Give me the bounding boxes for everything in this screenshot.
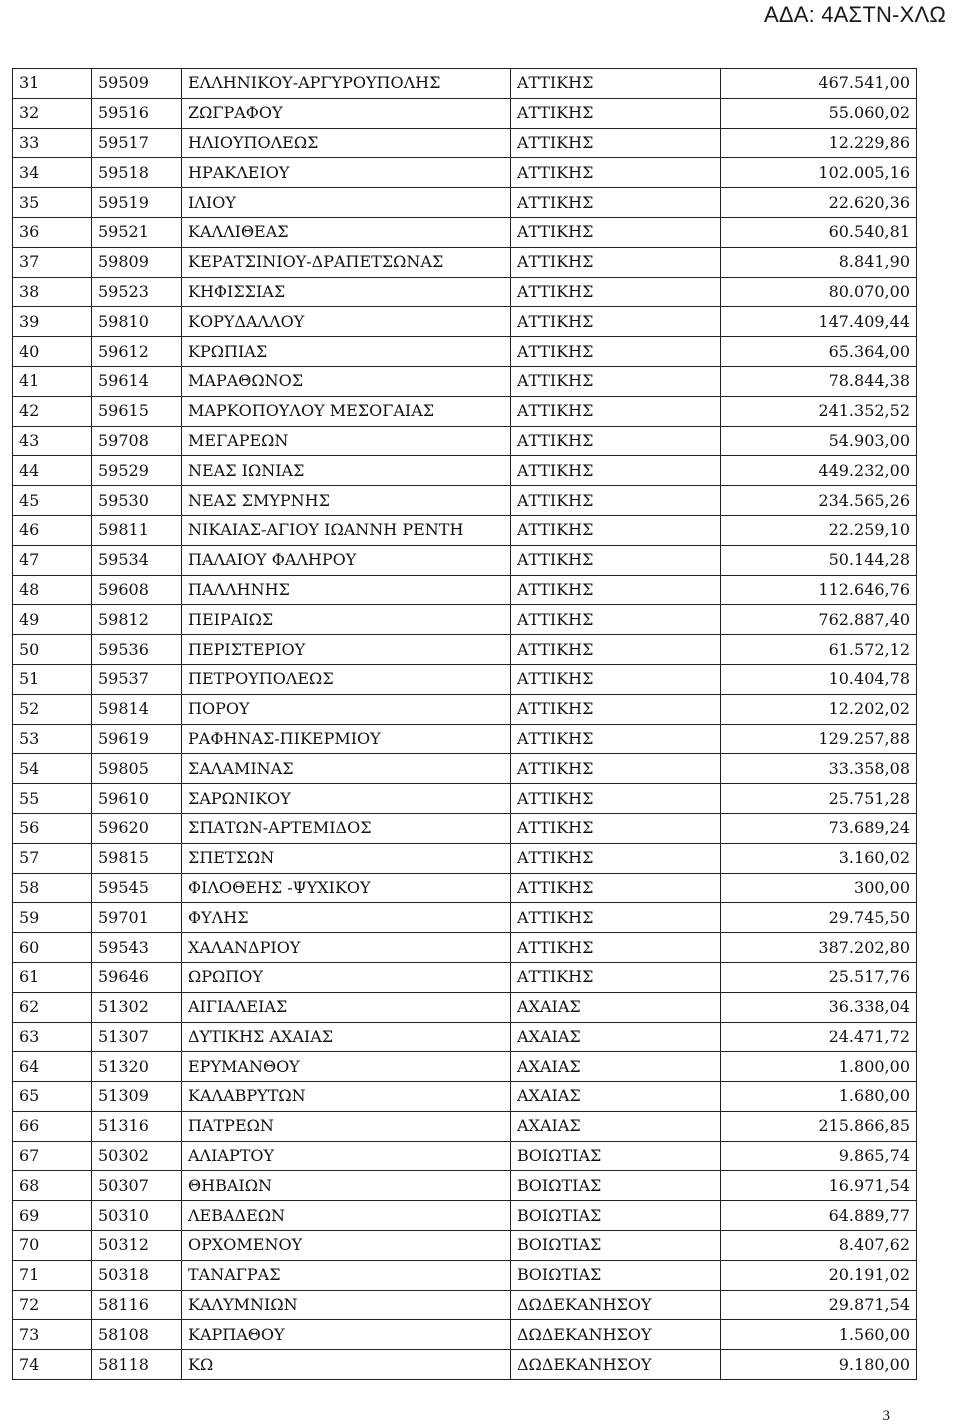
prefecture-name-cell: ΑΤΤΙΚΗΣ: [511, 515, 721, 545]
allocated-amount-cell: 22.259,10: [721, 515, 917, 545]
municipality-code-cell: 59537: [92, 664, 182, 694]
municipality-code-cell: 59517: [92, 128, 182, 158]
municipality-code-cell: 59530: [92, 486, 182, 516]
row-index-cell: 67: [13, 1141, 92, 1171]
municipality-name-cell: ΧΑΛΑΝΔΡΙΟΥ: [182, 933, 511, 963]
municipality-name-cell: ΦΥΛΗΣ: [182, 903, 511, 933]
municipality-code-cell: 59519: [92, 188, 182, 218]
prefecture-name-cell: ΑΤΤΙΚΗΣ: [511, 813, 721, 843]
prefecture-name-cell: ΒΟΙΩΤΙΑΣ: [511, 1231, 721, 1261]
row-index-cell: 70: [13, 1231, 92, 1261]
allocated-amount-cell: 33.358,08: [721, 754, 917, 784]
municipality-code-cell: 58108: [92, 1320, 182, 1350]
municipality-code-cell: 50312: [92, 1231, 182, 1261]
municipality-code-cell: 59516: [92, 98, 182, 128]
allocated-amount-cell: 234.565,26: [721, 486, 917, 516]
prefecture-name-cell: ΑΤΤΙΚΗΣ: [511, 158, 721, 188]
table-row: [13, 188, 917, 218]
municipality-name-cell: ΚΑΛΑΒΡΥΤΩΝ: [182, 1082, 511, 1112]
municipality-code-cell: 59815: [92, 843, 182, 873]
municipality-name-cell: ΠΟΡΟΥ: [182, 694, 511, 724]
prefecture-name-cell: ΑΤΤΙΚΗΣ: [511, 694, 721, 724]
table-row: [13, 486, 917, 516]
municipality-code-cell: 50307: [92, 1171, 182, 1201]
allocated-amount-cell: 10.404,78: [721, 664, 917, 694]
municipality-name-cell: ΜΑΡΑΘΩΝΟΣ: [182, 366, 511, 396]
table-row: [13, 1231, 917, 1261]
row-index-cell: 42: [13, 396, 92, 426]
allocated-amount-cell: 8.407,62: [721, 1231, 917, 1261]
allocated-amount-cell: 387.202,80: [721, 933, 917, 963]
prefecture-name-cell: ΑΤΤΙΚΗΣ: [511, 337, 721, 367]
municipality-code-cell: 59811: [92, 515, 182, 545]
prefecture-name-cell: ΒΟΙΩΤΙΑΣ: [511, 1171, 721, 1201]
municipality-code-cell: 59612: [92, 337, 182, 367]
table-row: [13, 813, 917, 843]
municipality-name-cell: ΜΑΡΚΟΠΟΥΛΟΥ ΜΕΣΟΓΑΙΑΣ: [182, 396, 511, 426]
municipality-code-cell: 59523: [92, 277, 182, 307]
row-index-cell: 41: [13, 366, 92, 396]
prefecture-name-cell: ΑΤΤΙΚΗΣ: [511, 396, 721, 426]
municipality-name-cell: ΑΛΙΑΡΤΟΥ: [182, 1141, 511, 1171]
municipality-name-cell: ΚΡΩΠΙΑΣ: [182, 337, 511, 367]
prefecture-name-cell: ΑΧΑΙΑΣ: [511, 1052, 721, 1082]
prefecture-name-cell: ΑΧΑΙΑΣ: [511, 1111, 721, 1141]
municipality-name-cell: ΣΑΛΑΜΙΝΑΣ: [182, 754, 511, 784]
municipality-code-cell: 59814: [92, 694, 182, 724]
table-row: [13, 277, 917, 307]
table-row: [13, 724, 917, 754]
table-row: [13, 1290, 917, 1320]
table-row: [13, 69, 917, 99]
municipality-name-cell: ΠΑΤΡΕΩΝ: [182, 1111, 511, 1141]
municipality-name-cell: ΠΑΛΛΗΝΗΣ: [182, 575, 511, 605]
prefecture-name-cell: ΑΤΤΙΚΗΣ: [511, 486, 721, 516]
allocated-amount-cell: 64.889,77: [721, 1201, 917, 1231]
allocated-amount-cell: 467.541,00: [721, 69, 917, 99]
row-index-cell: 56: [13, 813, 92, 843]
table-row: [13, 962, 917, 992]
prefecture-name-cell: ΑΤΤΙΚΗΣ: [511, 307, 721, 337]
prefecture-name-cell: ΑΤΤΙΚΗΣ: [511, 605, 721, 635]
row-index-cell: 66: [13, 1111, 92, 1141]
allocated-amount-cell: 55.060,02: [721, 98, 917, 128]
row-index-cell: 68: [13, 1171, 92, 1201]
municipality-name-cell: ΚΕΡΑΤΣΙΝΙΟΥ-ΔΡΑΠΕΤΣΩΝΑΣ: [182, 247, 511, 277]
row-index-cell: 51: [13, 664, 92, 694]
municipality-code-cell: 51302: [92, 992, 182, 1022]
prefecture-name-cell: ΑΤΤΙΚΗΣ: [511, 784, 721, 814]
table-row: [13, 396, 917, 426]
prefecture-name-cell: ΑΤΤΙΚΗΣ: [511, 903, 721, 933]
prefecture-name-cell: ΑΤΤΙΚΗΣ: [511, 98, 721, 128]
prefecture-name-cell: ΑΤΤΙΚΗΣ: [511, 277, 721, 307]
allocated-amount-cell: 60.540,81: [721, 217, 917, 247]
row-index-cell: 62: [13, 992, 92, 1022]
row-index-cell: 37: [13, 247, 92, 277]
municipality-name-cell: ΖΩΓΡΑΦΟΥ: [182, 98, 511, 128]
row-index-cell: 57: [13, 843, 92, 873]
allocated-amount-cell: 9.180,00: [721, 1350, 917, 1380]
row-index-cell: 34: [13, 158, 92, 188]
prefecture-name-cell: ΑΤΤΙΚΗΣ: [511, 933, 721, 963]
table-row: [13, 217, 917, 247]
prefecture-name-cell: ΑΤΤΙΚΗΣ: [511, 843, 721, 873]
table-row: [13, 605, 917, 635]
allocated-amount-cell: 112.646,76: [721, 575, 917, 605]
allocated-amount-cell: 8.841,90: [721, 247, 917, 277]
row-index-cell: 50: [13, 635, 92, 665]
allocated-amount-cell: 102.005,16: [721, 158, 917, 188]
row-index-cell: 33: [13, 128, 92, 158]
row-index-cell: 69: [13, 1201, 92, 1231]
table-row: [13, 754, 917, 784]
table-row: [13, 992, 917, 1022]
municipality-code-cell: 59646: [92, 962, 182, 992]
table-row: [13, 1111, 917, 1141]
table-row: [13, 903, 917, 933]
table-row: [13, 1141, 917, 1171]
municipality-code-cell: 59534: [92, 545, 182, 575]
allocated-amount-cell: 241.352,52: [721, 396, 917, 426]
prefecture-name-cell: ΒΟΙΩΤΙΑΣ: [511, 1201, 721, 1231]
row-index-cell: 36: [13, 217, 92, 247]
municipality-code-cell: 59620: [92, 813, 182, 843]
allocated-amount-cell: 61.572,12: [721, 635, 917, 665]
prefecture-name-cell: ΑΤΤΙΚΗΣ: [511, 128, 721, 158]
row-index-cell: 61: [13, 962, 92, 992]
prefecture-name-cell: ΑΧΑΙΑΣ: [511, 992, 721, 1022]
municipality-name-cell: ΛΕΒΑΔΕΩΝ: [182, 1201, 511, 1231]
row-index-cell: 73: [13, 1320, 92, 1350]
table-row: [13, 366, 917, 396]
allocated-amount-cell: 78.844,38: [721, 366, 917, 396]
municipality-code-cell: 59543: [92, 933, 182, 963]
table-row: [13, 664, 917, 694]
municipality-code-cell: 59701: [92, 903, 182, 933]
prefecture-name-cell: ΑΤΤΙΚΗΣ: [511, 873, 721, 903]
allocated-amount-cell: 24.471,72: [721, 1022, 917, 1052]
municipality-name-cell: ΠΑΛΑΙΟΥ ΦΑΛΗΡΟΥ: [182, 545, 511, 575]
row-index-cell: 39: [13, 307, 92, 337]
municipality-code-cell: 50310: [92, 1201, 182, 1231]
municipality-name-cell: ΣΠΑΤΩΝ-ΑΡΤΕΜΙΔΟΣ: [182, 813, 511, 843]
table-row: [13, 307, 917, 337]
municipality-code-cell: 59805: [92, 754, 182, 784]
prefecture-name-cell: ΑΤΤΙΚΗΣ: [511, 188, 721, 218]
prefecture-name-cell: ΑΤΤΙΚΗΣ: [511, 724, 721, 754]
page-number: 3: [882, 1408, 890, 1424]
table-row: [13, 635, 917, 665]
municipality-code-cell: 59529: [92, 456, 182, 486]
municipality-code-cell: 59509: [92, 69, 182, 99]
prefecture-name-cell: ΑΤΤΙΚΗΣ: [511, 217, 721, 247]
table-row: [13, 426, 917, 456]
row-index-cell: 40: [13, 337, 92, 367]
prefecture-name-cell: ΔΩΔΕΚΑΝΗΣΟΥ: [511, 1320, 721, 1350]
municipality-code-cell: 59614: [92, 366, 182, 396]
table-row: [13, 515, 917, 545]
allocated-amount-cell: 65.364,00: [721, 337, 917, 367]
municipality-code-cell: 59810: [92, 307, 182, 337]
municipality-name-cell: ΙΛΙΟΥ: [182, 188, 511, 218]
table-row: [13, 1320, 917, 1350]
row-index-cell: 65: [13, 1082, 92, 1112]
municipality-name-cell: ΚΑΛΥΜΝΙΩΝ: [182, 1290, 511, 1320]
table-row: [13, 456, 917, 486]
ada-code-header: ΑΔΑ: 4ΑΣΤΝ-ΧΛΩ: [763, 2, 946, 27]
municipality-code-cell: 59812: [92, 605, 182, 635]
municipality-name-cell: ΕΛΛΗΝΙΚΟΥ-ΑΡΓΥΡΟΥΠΟΛΗΣ: [182, 69, 511, 99]
allocated-amount-cell: 12.202,02: [721, 694, 917, 724]
prefecture-name-cell: ΒΟΙΩΤΙΑΣ: [511, 1141, 721, 1171]
table-row: [13, 128, 917, 158]
municipality-name-cell: ΠΕΙΡΑΙΩΣ: [182, 605, 511, 635]
municipality-name-cell: ΡΑΦΗΝΑΣ-ΠΙΚΕΡΜΙΟΥ: [182, 724, 511, 754]
municipality-name-cell: ΤΑΝΑΓΡΑΣ: [182, 1260, 511, 1290]
row-index-cell: 54: [13, 754, 92, 784]
row-index-cell: 31: [13, 69, 92, 99]
allocated-amount-cell: 50.144,28: [721, 545, 917, 575]
table-row: [13, 337, 917, 367]
prefecture-name-cell: ΒΟΙΩΤΙΑΣ: [511, 1260, 721, 1290]
municipality-name-cell: ΝΙΚΑΙΑΣ-ΑΓΙΟΥ ΙΩΑΝΝΗ ΡΕΝΤΗ: [182, 515, 511, 545]
municipality-code-cell: 59809: [92, 247, 182, 277]
prefecture-name-cell: ΑΤΤΙΚΗΣ: [511, 635, 721, 665]
row-index-cell: 55: [13, 784, 92, 814]
row-index-cell: 74: [13, 1350, 92, 1380]
row-index-cell: 60: [13, 933, 92, 963]
allocated-amount-cell: 147.409,44: [721, 307, 917, 337]
table-row: [13, 1201, 917, 1231]
municipality-name-cell: ΣΑΡΩΝΙΚΟΥ: [182, 784, 511, 814]
allocated-amount-cell: 129.257,88: [721, 724, 917, 754]
row-index-cell: 72: [13, 1290, 92, 1320]
municipality-name-cell: ΚΟΡΥΔΑΛΛΟΥ: [182, 307, 511, 337]
table-row: [13, 694, 917, 724]
allocated-amount-cell: 3.160,02: [721, 843, 917, 873]
table-row: [13, 784, 917, 814]
allocation-table-container: [12, 68, 916, 1380]
municipality-name-cell: ΦΙΛΟΘΕΗΣ -ΨΥΧΙΚΟΥ: [182, 873, 511, 903]
municipality-code-cell: 59518: [92, 158, 182, 188]
municipality-code-cell: 59536: [92, 635, 182, 665]
table-row: [13, 158, 917, 188]
municipality-name-cell: ΣΠΕΤΣΩΝ: [182, 843, 511, 873]
prefecture-name-cell: ΑΧΑΙΑΣ: [511, 1022, 721, 1052]
row-index-cell: 59: [13, 903, 92, 933]
table-row: [13, 98, 917, 128]
municipality-code-cell: 51320: [92, 1052, 182, 1082]
row-index-cell: 47: [13, 545, 92, 575]
table-row: [13, 575, 917, 605]
row-index-cell: 63: [13, 1022, 92, 1052]
prefecture-name-cell: ΑΤΤΙΚΗΣ: [511, 664, 721, 694]
allocated-amount-cell: 300,00: [721, 873, 917, 903]
municipality-code-cell: 59521: [92, 217, 182, 247]
allocated-amount-cell: 1.680,00: [721, 1082, 917, 1112]
table-row: [13, 1022, 917, 1052]
prefecture-name-cell: ΑΤΤΙΚΗΣ: [511, 545, 721, 575]
municipality-name-cell: ΟΡΧΟΜΕΝΟΥ: [182, 1231, 511, 1261]
prefecture-name-cell: ΑΤΤΙΚΗΣ: [511, 456, 721, 486]
table-row: [13, 545, 917, 575]
municipality-name-cell: ΚΑΡΠΑΘΟΥ: [182, 1320, 511, 1350]
table-row: [13, 247, 917, 277]
allocated-amount-cell: 1.560,00: [721, 1320, 917, 1350]
allocated-amount-cell: 80.070,00: [721, 277, 917, 307]
row-index-cell: 64: [13, 1052, 92, 1082]
row-index-cell: 52: [13, 694, 92, 724]
row-index-cell: 58: [13, 873, 92, 903]
prefecture-name-cell: ΑΤΤΙΚΗΣ: [511, 366, 721, 396]
municipality-code-cell: 59610: [92, 784, 182, 814]
row-index-cell: 35: [13, 188, 92, 218]
municipality-code-cell: 59615: [92, 396, 182, 426]
municipality-code-cell: 59619: [92, 724, 182, 754]
prefecture-name-cell: ΔΩΔΕΚΑΝΗΣΟΥ: [511, 1290, 721, 1320]
row-index-cell: 38: [13, 277, 92, 307]
municipality-name-cell: ΗΛΙΟΥΠΟΛΕΩΣ: [182, 128, 511, 158]
allocated-amount-cell: 9.865,74: [721, 1141, 917, 1171]
municipality-code-cell: 50302: [92, 1141, 182, 1171]
row-index-cell: 46: [13, 515, 92, 545]
allocated-amount-cell: 12.229,86: [721, 128, 917, 158]
row-index-cell: 44: [13, 456, 92, 486]
allocated-amount-cell: 22.620,36: [721, 188, 917, 218]
allocated-amount-cell: 1.800,00: [721, 1052, 917, 1082]
municipality-name-cell: ΚΑΛΛΙΘΕΑΣ: [182, 217, 511, 247]
municipality-code-cell: 58118: [92, 1350, 182, 1380]
prefecture-name-cell: ΑΤΤΙΚΗΣ: [511, 754, 721, 784]
prefecture-name-cell: ΑΤΤΙΚΗΣ: [511, 247, 721, 277]
municipality-name-cell: ΝΕΑΣ ΙΩΝΙΑΣ: [182, 456, 511, 486]
prefecture-name-cell: ΑΤΤΙΚΗΣ: [511, 962, 721, 992]
allocated-amount-cell: 449.232,00: [721, 456, 917, 486]
allocated-amount-cell: 25.751,28: [721, 784, 917, 814]
prefecture-name-cell: ΑΤΤΙΚΗΣ: [511, 426, 721, 456]
municipality-name-cell: ΕΡΥΜΑΝΘΟΥ: [182, 1052, 511, 1082]
prefecture-name-cell: ΑΤΤΙΚΗΣ: [511, 575, 721, 605]
row-index-cell: 45: [13, 486, 92, 516]
prefecture-name-cell: ΑΧΑΙΑΣ: [511, 1082, 721, 1112]
table-row: [13, 843, 917, 873]
municipality-code-cell: 51309: [92, 1082, 182, 1112]
table-row: [13, 1260, 917, 1290]
municipality-code-cell: 51316: [92, 1111, 182, 1141]
allocated-amount-cell: 16.971,54: [721, 1171, 917, 1201]
row-index-cell: 49: [13, 605, 92, 635]
municipality-name-cell: ΩΡΩΠΟΥ: [182, 962, 511, 992]
allocated-amount-cell: 54.903,00: [721, 426, 917, 456]
municipality-name-cell: ΜΕΓΑΡΕΩΝ: [182, 426, 511, 456]
allocated-amount-cell: 29.871,54: [721, 1290, 917, 1320]
municipality-name-cell: ΠΕΤΡΟΥΠΟΛΕΩΣ: [182, 664, 511, 694]
municipality-name-cell: ΠΕΡΙΣΤΕΡΙΟΥ: [182, 635, 511, 665]
municipality-name-cell: ΚΗΦΙΣΣΙΑΣ: [182, 277, 511, 307]
table-row: [13, 1171, 917, 1201]
allocation-table: [12, 68, 917, 1380]
municipality-code-cell: 59608: [92, 575, 182, 605]
row-index-cell: 43: [13, 426, 92, 456]
allocated-amount-cell: 762.887,40: [721, 605, 917, 635]
table-row: [13, 873, 917, 903]
municipality-name-cell: ΚΩ: [182, 1350, 511, 1380]
municipality-code-cell: 51307: [92, 1022, 182, 1052]
prefecture-name-cell: ΔΩΔΕΚΑΝΗΣΟΥ: [511, 1350, 721, 1380]
municipality-name-cell: ΔΥΤΙΚΗΣ ΑΧΑΙΑΣ: [182, 1022, 511, 1052]
prefecture-name-cell: ΑΤΤΙΚΗΣ: [511, 69, 721, 99]
municipality-code-cell: 50318: [92, 1260, 182, 1290]
municipality-code-cell: 59708: [92, 426, 182, 456]
allocated-amount-cell: 215.866,85: [721, 1111, 917, 1141]
municipality-code-cell: 59545: [92, 873, 182, 903]
table-row: [13, 1082, 917, 1112]
row-index-cell: 71: [13, 1260, 92, 1290]
allocated-amount-cell: 25.517,76: [721, 962, 917, 992]
municipality-name-cell: ΝΕΑΣ ΣΜΥΡΝΗΣ: [182, 486, 511, 516]
allocated-amount-cell: 20.191,02: [721, 1260, 917, 1290]
allocated-amount-cell: 29.745,50: [721, 903, 917, 933]
municipality-name-cell: ΑΙΓΙΑΛΕΙΑΣ: [182, 992, 511, 1022]
table-row: [13, 1052, 917, 1082]
allocation-table-body: [13, 69, 917, 1380]
row-index-cell: 48: [13, 575, 92, 605]
row-index-cell: 32: [13, 98, 92, 128]
municipality-code-cell: 58116: [92, 1290, 182, 1320]
row-index-cell: 53: [13, 724, 92, 754]
municipality-name-cell: ΗΡΑΚΛΕΙΟΥ: [182, 158, 511, 188]
allocated-amount-cell: 36.338,04: [721, 992, 917, 1022]
allocated-amount-cell: 73.689,24: [721, 813, 917, 843]
table-row: [13, 933, 917, 963]
table-row: [13, 1350, 917, 1380]
municipality-name-cell: ΘΗΒΑΙΩΝ: [182, 1171, 511, 1201]
